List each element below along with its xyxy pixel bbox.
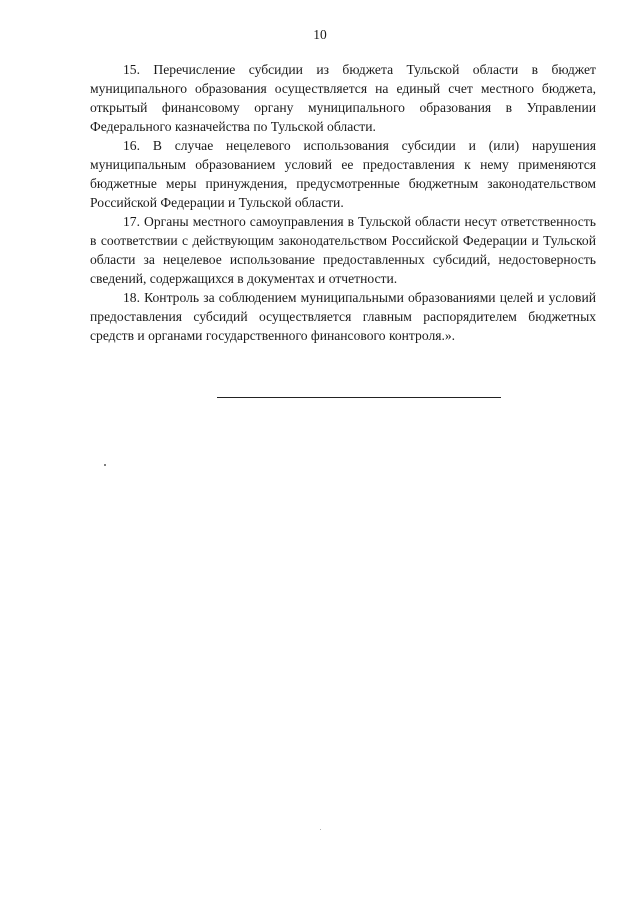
scan-speck [320,829,321,830]
document-body [90,60,596,345]
scan-speck [104,464,106,466]
closing-divider-line [217,397,501,398]
paragraph-17: 17. Органы местного самоуправления в Тульской области несут ответственность в соответствии с действующим законодательством Российской Федерации и Тульской области за нецелевое использование предоставленных субсидий, недостоверность сведений, содержащихся в документах и отчетности. [90,214,596,286]
page-number: 10 [313,27,327,42]
paragraph-16: 16. В случае нецелевого использования субсидии и (или) нарушения муниципальным образованием условий ее предоставления к нему применяются бюджетные меры принуждения, предусмотренные бюджетным законодательством Российской Федерации и Тульской области. [90,138,596,210]
paragraph-15: 15. Перечисление субсидии из бюджета Тульской области в бюджет муниципального образования осуществляется на единый счет местного бюджета, открытый финансовому органу муниципального образования в Управлении Федерального казначейства по Тульской области. [90,62,596,134]
paragraph-18: 18. Контроль за соблюдением муниципальными образованиями целей и условий предоставления субсидий осуществляется главным распорядителем бюджетных средств и органами государственного финансового контроля.». [90,290,596,343]
